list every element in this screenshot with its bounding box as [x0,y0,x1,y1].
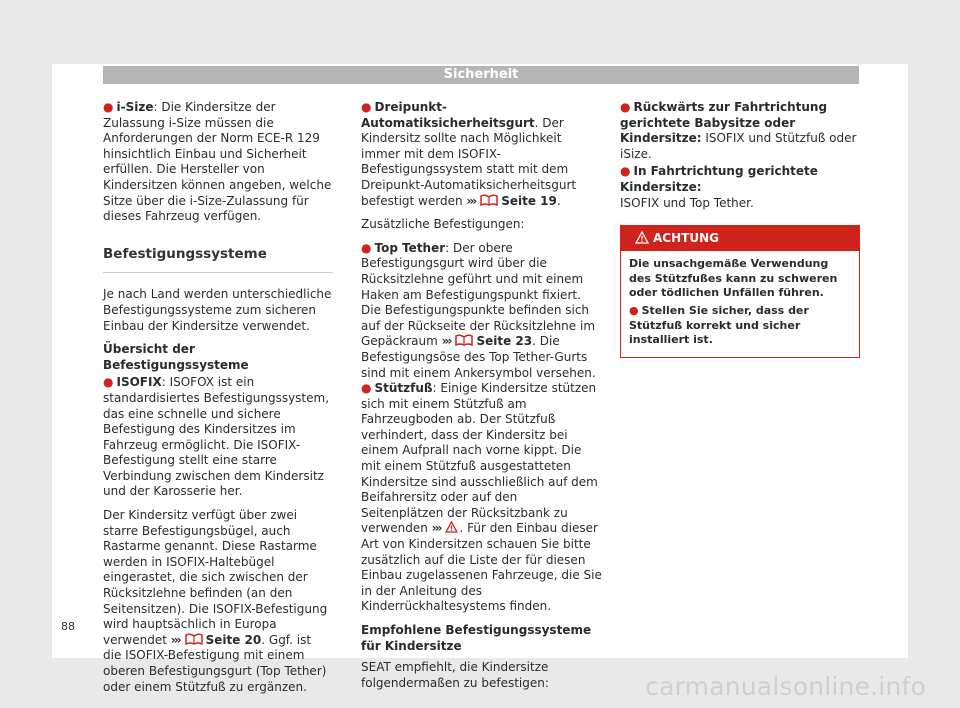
isofix-paragraph [103,375,333,500]
warning-triangle-icon [635,231,649,244]
isize-text: : Die Kindersitze der Zulassung i-Size müssen die Anforderungen der Norm ECE-R 129 hinsichtlich Einbau und Sicherheit erfüllen. Die Hersteller von Kindersitzen können angeben, welche Sitze über die i-Size-Zulassung für dieses Fahrzeug verfügen. [103,100,332,224]
bullet-icon: ● [361,100,372,114]
isofix-text: : ISOFOX ist ein standardisiertes Befestigungssystem, das eine schnelle und sichere Befestigung des Kindersitzes im Fahrzeug ermöglicht. Die ISOFIX-Befestigung stellt eine starre Verbindung zwischen dem Kindersitz und der Karosserie her. [103,375,330,499]
section-title: Befestigungssysteme [103,247,333,274]
rear-facing-paragraph [620,100,860,162]
intro-paragraph: Je nach Land werden unterschiedliche Befestigungssysteme zum sicheren Einbau der Kindersitze verwendet. [103,287,332,333]
book-icon [480,194,498,206]
bullet-icon: ● [361,240,372,255]
warning-text-1: Die unsachgemäße Verwendung des Stützfußes kann zu schweren oder tödlichen Unfällen führen. [629,257,838,300]
warning-body [621,251,859,357]
bullet-icon: ● [103,375,114,390]
additional-label: Zusätzliche Befestigungen: [361,217,525,232]
rastarme-tail: . Ggf. ist die ISOFIX-Befestigung mit einem oberen Befestigungsgurt (Top Tether) oder einem Stützfuß zu ergänzen. [103,632,327,694]
bullet-icon: ● [361,381,372,396]
tether-tail: . Die Befestigungsöse des Top Tether-Gurts sind mit einem Ankersymbol versehen. [361,334,596,380]
dreipunkt-paragraph [361,100,603,209]
page-link[interactable]: Seite 19 [501,193,557,208]
rastarme-text: Der Kindersitz verfügt über zwei starre Befestigungsbügel, auch Rastarme genannt. Diese Rastarme werden in ISOFIX-Haltebügel eingerastet, die sich zwischen der Rücksitzlehne befinden (an den Seitensitzen). Die ISOFIX-Befestigung wird hauptsächlich in Europa verwendet [103,508,328,647]
rear-facing-term: Rückwärts zur Fahrtrichtung gerichtete Babysitze oder Kindersitze: [620,100,828,146]
bullet-icon: ● [620,100,631,114]
rear-facing-text: ISOFIX und Stützfuß oder iSize. [620,131,857,161]
forward-facing-term: In Fahrtrichtung gerichtete Kindersitze: [620,164,818,194]
tether-term: Top Tether [374,240,446,255]
link-arrow-icon: ››› [441,334,451,349]
bullet-icon: ● [103,100,114,114]
warning-triangle-icon[interactable] [445,521,458,533]
dreipunkt-text: . Der Kindersitz sollte nach Möglichkeit immer mit dem ISOFIX-Befestigungssystem statt mit dem Dreipunkt-Automatiksicherheitsgurt befestigt werden [361,115,577,208]
page-number: 88 [61,620,75,633]
link-arrow-icon: ››› [431,521,441,536]
recommended-text: SEAT empfiehlt, die Kindersitze folgendermaßen zu befestigen: [361,660,549,690]
tether-paragraph [361,241,603,381]
stuetz-term: Stützfuß [374,381,433,396]
column-3 [620,100,860,358]
tether-text: : Der obere Befestigungsgurt wird über die Rücksitzlehne geführt und mit einem Haken am Befestigungspunkt fixiert. Die Befestigungspunkte befinden sich auf der Rückseite der Rücksitzlehne im Gepäckraum [361,240,596,349]
warning-title: ACHTUNG [653,231,719,246]
isofix-term: ISOFIX [116,375,162,390]
bullet-icon: ● [629,303,639,317]
forward-facing-text: ISOFIX und Top Tether. [620,195,754,210]
forward-facing-paragraph [620,164,860,211]
stuetz-paragraph [361,381,603,615]
link-arrow-icon: ››› [170,632,180,647]
overview-heading: Übersicht der Befestigungssysteme [103,342,249,372]
book-icon [455,334,473,346]
rastarme-paragraph [103,508,333,695]
warning-box [620,225,860,358]
watermark: carmanualsonline.info [645,672,926,701]
link-arrow-icon: ››› [466,193,476,208]
column-1 [103,100,333,703]
dreipunkt-term: Dreipunkt-Automatiksicherheitsgurt [361,100,535,130]
warning-header [621,226,859,251]
warning-text-2: Stellen Sie sicher, dass der Stützfuß korrekt und sicher installiert ist. [629,303,809,347]
stuetz-text: : Einige Kindersitze stützen sich mit einem Stützfuß am Fahrzeugboden ab. Der Stützfuß verhindert, dass der Kindersitz bei einem Aufprall nach vorne kippt. Die mit einem Stützfuß ausgestatteten Kindersitze sind ausschließlich auf dem Beifahrersitz oder auf den Seitenplätzen der Rücksitzbank zu verwenden [361,381,598,536]
column-2 [361,100,603,699]
isize-paragraph [103,100,333,225]
dreipunkt-tail: . [556,193,561,208]
stuetz-tail: . Für den Einbau dieser Art von Kindersitzen schauen Sie bitte zusätzlich auf die Liste der für diesen Einbau zugelassenen Fahrzeuge, die Sie in der Anleitung des Kinderrückhaltesystems finden. [361,521,602,614]
page-link[interactable]: Seite 23 [476,334,533,349]
warning-item [629,304,851,348]
bullet-icon: ● [620,164,631,179]
page-header: Sicherheit [103,66,859,84]
book-icon [185,633,203,645]
isize-term: i-Size [116,100,154,114]
recommended-heading: Empfohlene Befestigungssysteme für Kindersitze [361,623,592,653]
page-link[interactable]: Seite 20 [205,632,262,647]
